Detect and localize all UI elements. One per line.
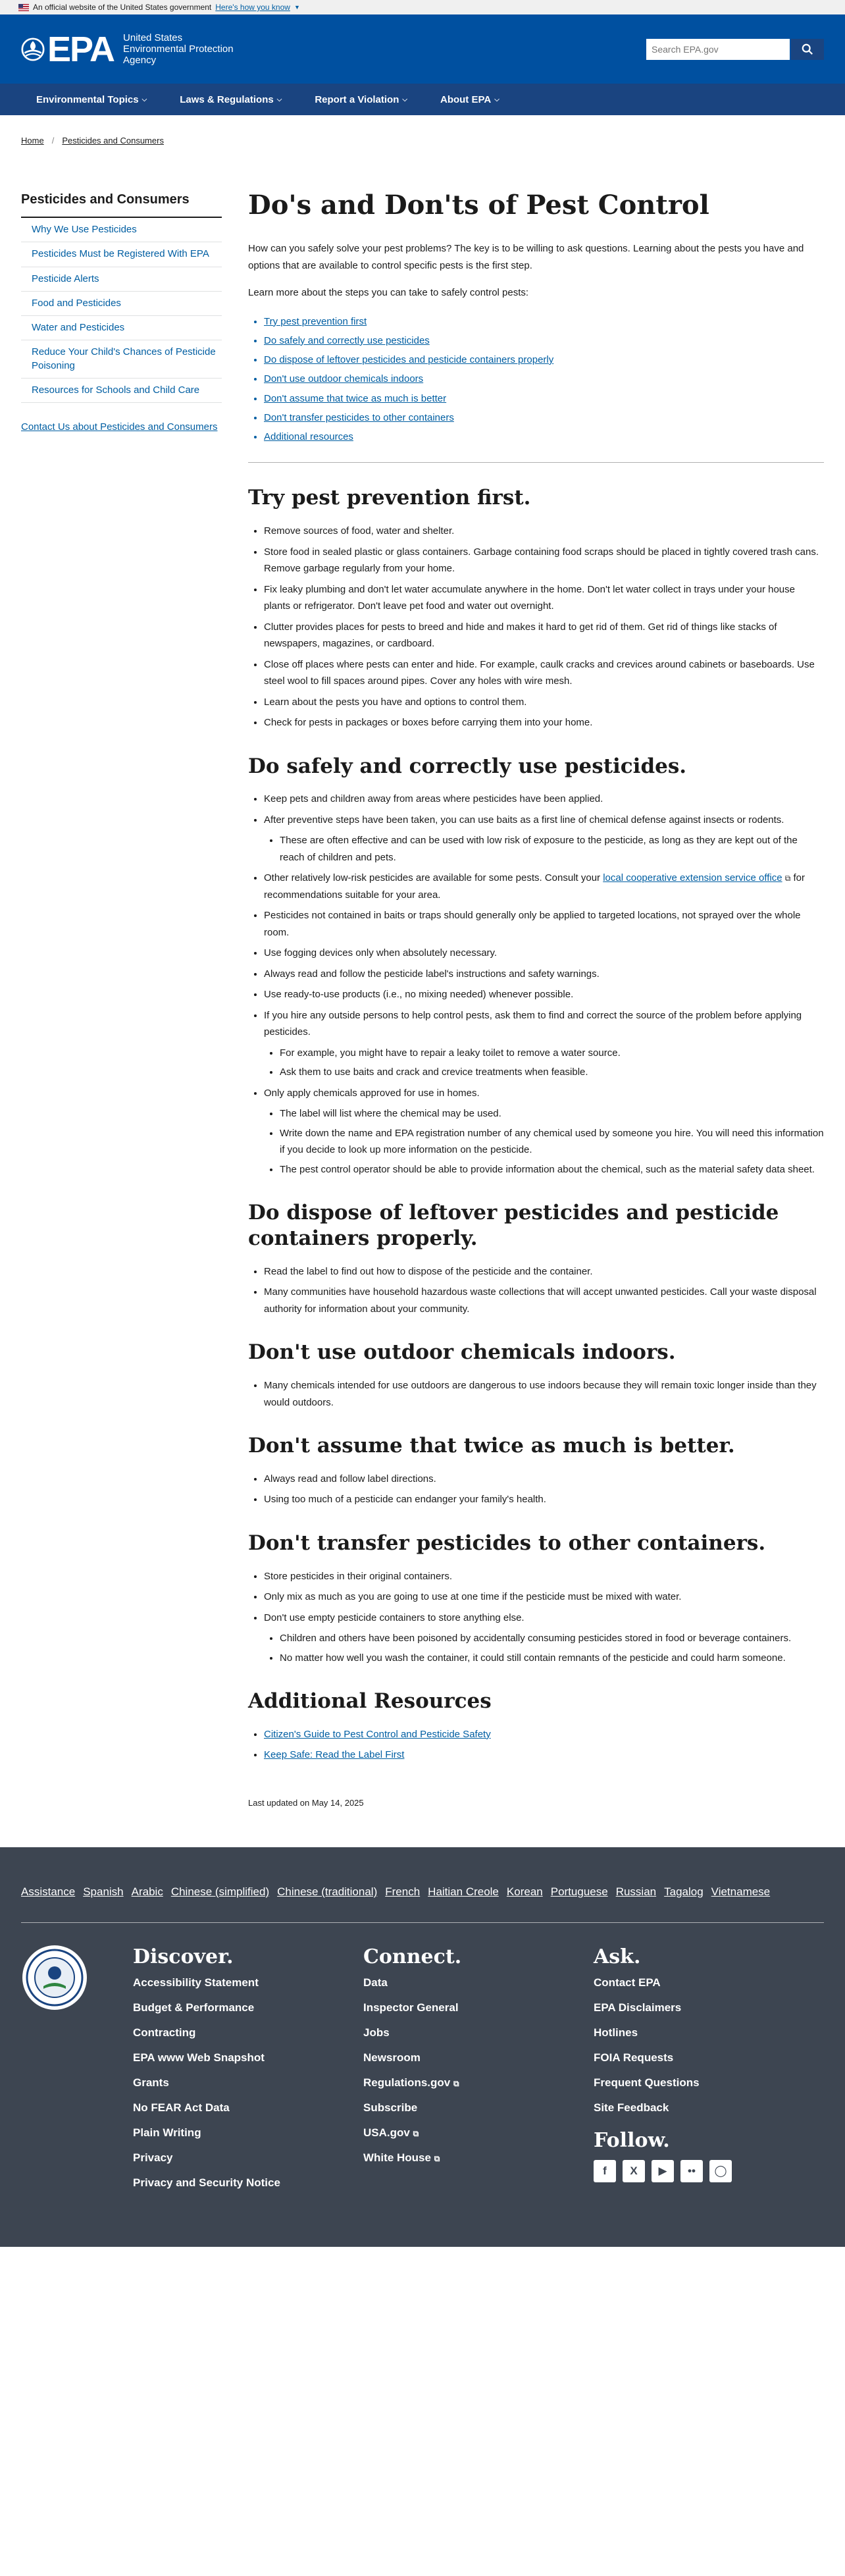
- toc-link-safely-use[interactable]: Do safely and correctly use pesticides: [264, 334, 430, 346]
- lang-link[interactable]: Russian: [615, 1885, 657, 1898]
- external-link-icon: ⧉: [413, 2128, 419, 2138]
- footer-follow-title: Follow.: [594, 2128, 670, 2152]
- toc-link-prevention[interactable]: Try pest prevention first: [264, 315, 367, 327]
- list-item: • Keep pets and children away from areas where pesticides have been applied.: [264, 791, 824, 808]
- external-link-icon: ⧉: [434, 2153, 440, 2163]
- footer-link[interactable]: Grants: [133, 2076, 169, 2089]
- section-heading-prevention: Try pest prevention first.: [248, 486, 531, 510]
- chevron-down-icon[interactable]: ▼: [294, 4, 300, 11]
- nav-about-epa[interactable]: About EPA ⌵: [440, 93, 499, 105]
- page-bottom-space: [0, 2247, 845, 2576]
- search-form: [646, 39, 824, 60]
- chevron-down-icon: ⌵: [402, 95, 407, 103]
- sidebar-item-food[interactable]: Food and Pesticides: [21, 292, 222, 316]
- nav-report-violation[interactable]: Report a Violation ⌵: [315, 93, 407, 105]
- resources-list: [248, 1726, 824, 1764]
- external-link-icon: ⧉: [453, 2078, 459, 2088]
- x-icon[interactable]: X: [623, 2160, 645, 2182]
- footer-link[interactable]: Newsroom: [363, 2051, 421, 2064]
- footer-link[interactable]: FOIA Requests: [594, 2051, 674, 2064]
- list-item: • The pest control operator should be able to provide information about the chemical, such as the material safety data sheet.: [280, 1161, 824, 1178]
- chevron-down-icon: ⌵: [276, 95, 282, 103]
- footer-link[interactable]: Inspector General: [363, 2001, 459, 2014]
- list-item: • Children and others have been poisoned by accidentally consuming pesticides stored in food or beverage containers.: [280, 1630, 824, 1647]
- sidebar-item-child[interactable]: Reduce Your Child's Chances of Pesticide Poisoning: [21, 340, 222, 379]
- nav-environmental-topics[interactable]: Environmental Topics ⌵: [36, 93, 147, 105]
- footer-link[interactable]: Plain Writing: [133, 2126, 201, 2139]
- toc-link-outdoor[interactable]: Don't use outdoor chemicals indoors: [264, 373, 424, 385]
- sidebar-item-why-use[interactable]: Why We Use Pesticides: [21, 218, 222, 242]
- flickr-icon[interactable]: ••: [680, 2160, 703, 2182]
- youtube-icon[interactable]: ▶: [652, 2160, 674, 2182]
- list-item: • These are often effective and can be used with low risk of exposure to the pesticide, as long as they are kept out of the reach of children and pets.: [280, 832, 824, 866]
- epa-seal-icon: [22, 1945, 87, 2010]
- list-item: • Many communities have household hazardous waste collections that will accept unwanted pesticides. Call your waste disposal authority for information about your community.: [264, 1284, 824, 1317]
- sidebar: [21, 151, 222, 1847]
- footer-link[interactable]: Jobs: [363, 2026, 390, 2039]
- list-item: • Only mix as much as you are going to use at one time if the pesticide must be mixed with water.: [264, 1589, 824, 1606]
- page-title: Do's and Don'ts of Pest Control: [248, 190, 709, 221]
- lang-link[interactable]: Portuguese: [550, 1885, 608, 1898]
- footer-link[interactable]: Subscribe: [363, 2101, 418, 2114]
- main-content: [248, 151, 824, 1847]
- toc-link-transfer[interactable]: Don't transfer pesticides to other containers: [264, 411, 454, 423]
- list-item: • Check for pests in packages or boxes before carrying them into your home.: [264, 714, 824, 731]
- breadcrumb-home[interactable]: Home: [21, 136, 44, 145]
- footer-discover: [133, 1945, 363, 2201]
- footer-link[interactable]: No FEAR Act Data: [133, 2101, 230, 2114]
- list-item: • Using too much of a pesticide can endanger your family's health.: [264, 1491, 824, 1508]
- sidebar-item-water[interactable]: Water and Pesticides: [21, 316, 222, 340]
- breadcrumb: [0, 115, 845, 151]
- contact-us-link[interactable]: Contact Us about Pesticides and Consumers: [21, 421, 218, 433]
- list-item: • Always read and follow label directions.: [264, 1471, 824, 1488]
- lang-link[interactable]: Korean: [506, 1885, 543, 1898]
- lang-link[interactable]: French: [385, 1885, 421, 1898]
- facebook-icon[interactable]: f: [594, 2160, 616, 2182]
- external-link-icon: ⧉: [784, 874, 791, 883]
- prevention-list: [248, 523, 824, 731]
- breadcrumb-separator: /: [51, 136, 55, 145]
- list-item: • Read the label to find out how to dispose of the pesticide and the container.: [264, 1263, 824, 1280]
- divider: [248, 462, 824, 463]
- safely-use-list: [248, 791, 824, 1178]
- lang-link[interactable]: Assistance: [21, 1885, 76, 1898]
- sidebar-item-schools[interactable]: Resources for Schools and Child Care: [21, 379, 222, 403]
- keep-safe-link[interactable]: Keep Safe: Read the Label First: [264, 1749, 405, 1761]
- epa-logo-text: EPA: [47, 29, 115, 69]
- intro-paragraph: How can you safely solve your pest problems? The key is to be willing to ask questions. Learning about the pests you have and options that are available to control specific pests is the first step.: [248, 243, 804, 271]
- list-item: • Store pesticides in their original containers.: [264, 1568, 824, 1585]
- list-item: • Learn about the pests you have and options to control them.: [264, 694, 824, 711]
- epa-logo[interactable]: [21, 29, 234, 69]
- nav-laws-regulations[interactable]: Laws & Regulations ⌵: [180, 93, 282, 105]
- list-item: • Don't use empty pesticide containers to store anything else. • Children and others have been poisoned by accidentally consuming pesticides stored in food or beverage containers. • No matter how well you wash the container, it could still contain remnants of the pesticide and could harm someone.: [264, 1610, 824, 1667]
- section-heading-outdoor: Don't use outdoor chemicals indoors.: [248, 1340, 676, 1365]
- citizens-guide-link[interactable]: Citizen's Guide to Pest Control and Pesticide Safety: [264, 1728, 491, 1740]
- site-footer: [0, 1847, 845, 2247]
- toc-link-twice[interactable]: Don't assume that twice as much is better: [264, 392, 447, 404]
- learn-more-text: Learn more about the steps you can take to safely control pests:: [248, 287, 529, 298]
- list-item: • Store food in sealed plastic or glass containers. Garbage containing food scraps should be placed in tightly covered trash cans. Remove garbage regularly from your home.: [264, 544, 824, 577]
- toc-link-resources[interactable]: Additional resources: [264, 431, 353, 442]
- epa-flower-icon: [21, 38, 45, 61]
- list-item: • No matter how well you wash the container, it could still contain remnants of the pesticide and could harm someone.: [280, 1650, 824, 1667]
- dispose-list: [248, 1263, 824, 1318]
- social-links: [594, 2160, 824, 2182]
- footer-discover-title: Discover.: [133, 1945, 234, 1968]
- list-item: • Write down the name and EPA registration number of any chemical used by someone you hire. You will need this information if you decide to look up more information on the pesticide.: [280, 1125, 824, 1159]
- footer-connect-title: Connect.: [363, 1945, 462, 1968]
- list-item: • Always read and follow the pesticide label's instructions and safety warnings.: [264, 966, 824, 983]
- footer-link[interactable]: USA.gov: [363, 2126, 410, 2139]
- footer-link[interactable]: White House: [363, 2151, 431, 2164]
- list-item: • Pesticides not contained in baits or traps should generally only be applied to targeted locations, not sprayed over the whole room.: [264, 907, 824, 941]
- footer-link[interactable]: Site Feedback: [594, 2101, 669, 2114]
- list-item: • Use fogging devices only when absolutely necessary.: [264, 945, 824, 962]
- footer-link[interactable]: Frequent Questions: [594, 2076, 700, 2089]
- list-item: • Many chemicals intended for use outdoors are dangerous to use indoors because they will remain toxic longer inside than they would outdoors.: [264, 1377, 824, 1411]
- lang-link[interactable]: Chinese (simplified): [170, 1885, 270, 1898]
- outdoor-list: [248, 1377, 824, 1411]
- section-heading-transfer: Don't transfer pesticides to other containers.: [248, 1531, 766, 1555]
- footer-ask: [594, 1945, 824, 2201]
- chevron-down-icon: ⌵: [494, 95, 499, 103]
- site-header: [0, 14, 845, 84]
- list-item: • Close off places where pests can enter and hide. For example, caulk cracks and crevices around cabinets or baseboards. Use steel wool to fill spaces around pipes. Cover any holes with wire mesh.: [264, 656, 824, 690]
- heres-how-you-know-link[interactable]: Here's how you know: [215, 3, 290, 12]
- sidebar-title: Pesticides and Consumers: [21, 192, 222, 218]
- chevron-down-icon: ⌵: [141, 95, 147, 103]
- list-item: • Other relatively low-risk pesticides are available for some pests. Consult your local cooperative extension service office ⧉ for recommendations suitable for your area.: [264, 870, 824, 903]
- footer-ask-title: Ask.: [594, 1945, 641, 1968]
- extension-office-link[interactable]: local cooperative extension service office: [603, 872, 782, 884]
- footer-link[interactable]: Contact EPA: [594, 1976, 661, 1989]
- footer-connect: [363, 1945, 594, 2201]
- main-nav: [0, 84, 845, 115]
- last-updated: Last updated on May 14, 2025: [248, 1797, 364, 1808]
- toc-link-dispose[interactable]: Do dispose of leftover pesticides and pesticide containers properly: [264, 354, 554, 365]
- list-item: • If you hire any outside persons to help control pests, ask them to find and correct the source of the problem before applying pesticides. • For example, you might have to repair a leaky toilet to remove a water source. • Ask them to use baits and crack and crevice treatments when feasible.: [264, 1007, 824, 1081]
- lang-link[interactable]: Haitian Creole: [428, 1885, 499, 1898]
- list-item: • After preventive steps have been taken, you can use baits as a first line of chemical defense against insects or rodents. • These are often effective and can be used with low risk of exposure to the pesticide, as long as they are kept out of the reach of children and pets.: [264, 812, 824, 866]
- footer-link[interactable]: Data: [363, 1976, 388, 1989]
- sidebar-item-registered[interactable]: Pesticides Must be Registered With EPA: [21, 242, 222, 267]
- sidebar-item-alerts[interactable]: Pesticide Alerts: [21, 267, 222, 292]
- lang-link[interactable]: Spanish: [83, 1885, 124, 1898]
- footer-link[interactable]: Budget & Performance: [133, 2001, 255, 2014]
- footer-link[interactable]: Contracting: [133, 2026, 196, 2039]
- gov-banner-text: An official website of the United States government: [33, 3, 212, 12]
- search-icon: [802, 43, 813, 55]
- lang-link[interactable]: Tagalog: [664, 1885, 704, 1898]
- list-item: • Remove sources of food, water and shelter.: [264, 523, 824, 540]
- search-input[interactable]: [646, 39, 790, 60]
- section-heading-resources: Additional Resources: [248, 1689, 492, 1713]
- list-item: • Fix leaky plumbing and don't let water accumulate anywhere in the home. Don't let water collect in trays under your house plants or refrigerator. Don't leave pet food and water out overnight.: [264, 581, 824, 615]
- list-item: • Clutter provides places for pests to breed and hide and makes it hard to get rid of them. Get rid of things like stacks of newspapers, magazines, or cardboard.: [264, 619, 824, 652]
- gov-banner: [0, 0, 845, 14]
- transfer-list: [248, 1568, 824, 1667]
- lang-link[interactable]: Chinese (traditional): [277, 1885, 378, 1898]
- footer-link[interactable]: Privacy and Security Notice: [133, 2176, 280, 2189]
- search-button[interactable]: [791, 39, 824, 60]
- table-of-contents: [248, 312, 824, 447]
- footer-link[interactable]: Regulations.gov: [363, 2076, 451, 2089]
- lang-link[interactable]: Vietnamese: [711, 1885, 771, 1898]
- footer-link[interactable]: EPA Disclaimers: [594, 2001, 682, 2014]
- list-item: • Only apply chemicals approved for use in homes. • The label will list where the chemical may be used. • Write down the name and EPA registration number of any chemical used by someone you hire. You will need this information if you decide to look up more information on the pesticide. • The pest control operator should be able to provide information about the chemical, such as the material safety data sheet.: [264, 1085, 824, 1178]
- footer-link[interactable]: EPA www Web Snapshot: [133, 2051, 265, 2064]
- twice-list: [248, 1471, 824, 1508]
- footer-link[interactable]: Accessibility Statement: [133, 1976, 259, 1989]
- footer-link[interactable]: Hotlines: [594, 2026, 638, 2039]
- instagram-icon[interactable]: ◯: [709, 2160, 732, 2182]
- section-heading-safely-use: Do safely and correctly use pesticides.: [248, 754, 687, 778]
- footer-link[interactable]: Privacy: [133, 2151, 173, 2164]
- list-item: • The label will list where the chemical may be used.: [280, 1105, 824, 1122]
- agency-name: United States Environmental Protection Agency: [123, 32, 234, 66]
- list-item: • For example, you might have to repair a leaky toilet to remove a water source.: [280, 1045, 824, 1062]
- lang-link[interactable]: Arabic: [131, 1885, 163, 1898]
- list-item: • Ask them to use baits and crack and crevice treatments when feasible.: [280, 1064, 824, 1081]
- section-heading-dispose: Do dispose of leftover pesticides and pesticide containers properly.: [248, 1201, 779, 1250]
- language-links: [21, 1885, 824, 1923]
- breadcrumb-current[interactable]: Pesticides and Consumers: [62, 136, 164, 145]
- section-heading-twice: Don't assume that twice as much is better.: [248, 1434, 735, 1458]
- list-item: • Use ready-to-use products (i.e., no mixing needed) whenever possible.: [264, 986, 824, 1003]
- us-flag-icon: [18, 4, 29, 11]
